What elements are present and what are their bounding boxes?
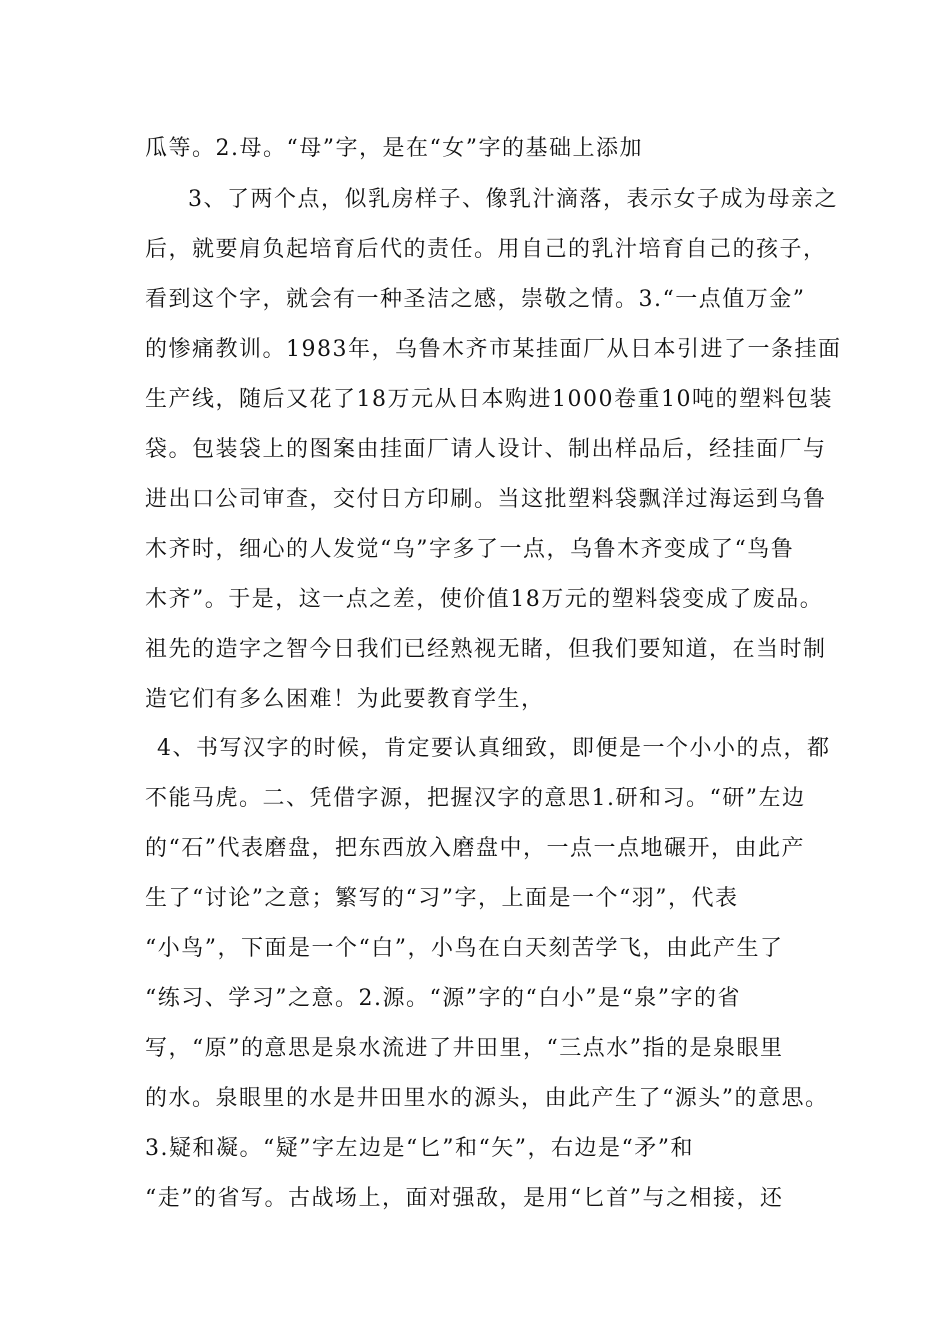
text-line: 瓜等。2.母。“母”字，是在“女”字的基础上添加 <box>145 136 643 161</box>
text-line: 的惨痛教训。1983年，乌鲁木齐市某挂面厂从日本引进了一条挂面 <box>145 337 842 362</box>
text-line: 3.疑和凝。“疑”字左边是“匕”和“矢”，右边是“矛”和 <box>145 1136 694 1161</box>
text-line: 祖先的造字之智今日我们已经熟视无睹，但我们要知道，在当时制 <box>145 637 827 662</box>
text-line: 进出口公司审查，交付日方印刷。当这批塑料袋飘洋过海运到乌鲁 <box>145 487 827 512</box>
text-line: 3、了两个点，似乳房样子、像乳汁滴落，表示女子成为母亲之 <box>188 187 838 212</box>
text-line: 的“石”代表磨盘，把东西放入磨盘中，一点一点地碾开，由此产 <box>145 836 805 861</box>
text-line: 后，就要肩负起培育后代的责任。用自己的乳汁培育自己的孩子， <box>145 237 827 262</box>
text-line: 生了“讨论”之意；繁写的“习”字，上面是一个“羽”，代表 <box>145 886 739 911</box>
text-line: “练习、学习”之意。2.源。“源”字的“白小”是“泉”字的省 <box>145 986 741 1011</box>
text-line: 看到这个字，就会有一种圣洁之感，崇敬之情。3.“一点值万金” <box>145 287 806 312</box>
text-line: 不能马虎。二、凭借字源，把握汉字的意思1.研和习。“研”左边 <box>145 786 806 811</box>
text-line: “走”的省写。古战场上，面对强敌，是用“匕首”与之相接，还 <box>145 1186 784 1211</box>
text-line: 袋。包装袋上的图案由挂面厂请人设计、制出样品后，经挂面厂与 <box>145 437 827 462</box>
text-line: 的水。泉眼里的水是井田里水的源头，由此产生了“源头”的意思。 <box>145 1086 829 1111</box>
text-line: 木齐时，细心的人发觉“乌”字多了一点，乌鲁木齐变成了“鸟鲁 <box>145 537 795 562</box>
text-line: 木齐”。于是，这一点之差，使价值18万元的塑料袋变成了废品。 <box>145 587 824 612</box>
text-line: “小鸟”，下面是一个“白”，小鸟在白天刻苦学飞，由此产生了 <box>145 936 784 961</box>
text-line: 造它们有多么困难！为此要教育学生， <box>145 687 545 712</box>
text-line: 写，“原”的意思是泉水流进了井田里，“三点水”指的是泉眼里 <box>145 1036 784 1061</box>
text-line: 4、书写汉字的时候，肯定要认真细致，即便是一个小小的点，都 <box>157 736 831 761</box>
text-line: 生产线，随后又花了18万元从日本购进1000卷重10吨的塑料包装 <box>145 387 833 412</box>
